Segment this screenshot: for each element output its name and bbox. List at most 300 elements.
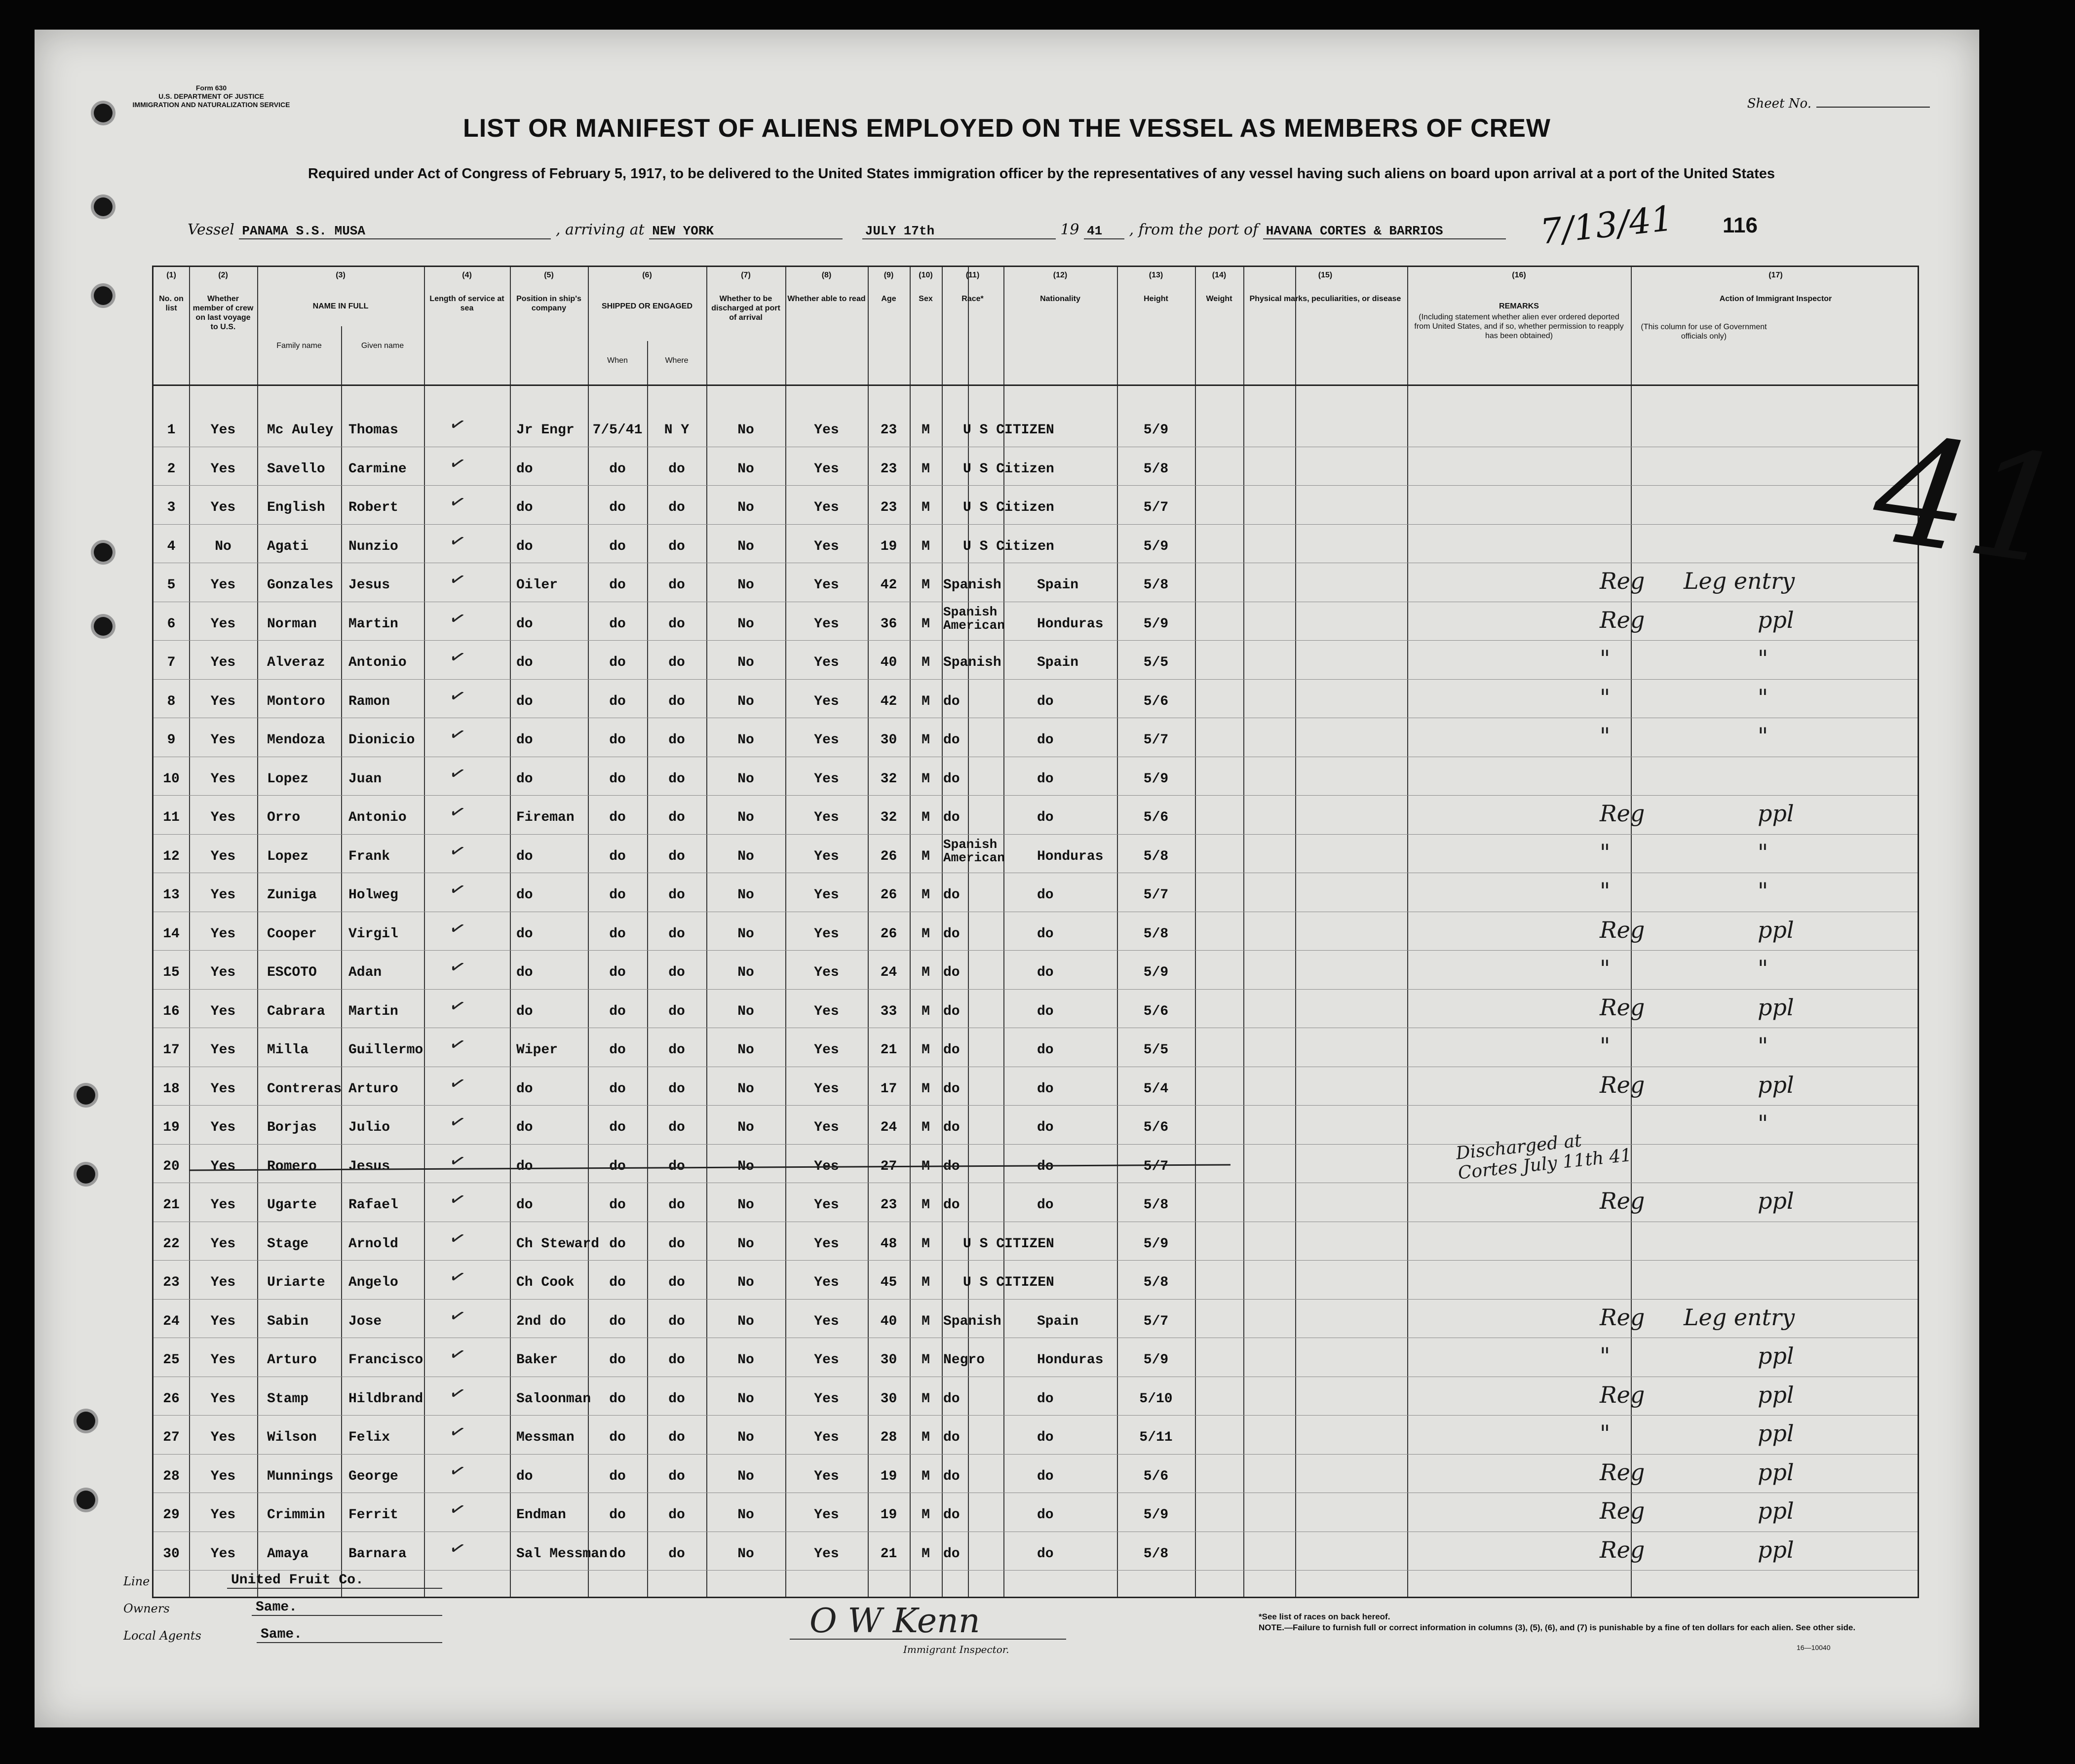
family-name-header: Family name bbox=[276, 342, 322, 350]
cell-height: 5/6 bbox=[1143, 1003, 1169, 1019]
cell-family: Cabrara bbox=[267, 1003, 325, 1019]
cell-height: 5/8 bbox=[1143, 577, 1169, 593]
cell-last: Yes bbox=[210, 577, 236, 593]
cell-no: 4 bbox=[167, 538, 176, 554]
remark-handwritten: Reg bbox=[1600, 1497, 1645, 1524]
cell-given: Virgil bbox=[348, 926, 398, 942]
cell-no: 27 bbox=[163, 1430, 180, 1445]
page-title: LIST OR MANIFEST OF ALIENS EMPLOYED ON THE VESSEL AS MEMBERS OF CREW bbox=[463, 114, 1551, 143]
cell-given: Jesus bbox=[348, 1158, 390, 1174]
form-identifier bbox=[122, 84, 300, 109]
footer bbox=[123, 1574, 1900, 1698]
when-header: When bbox=[607, 356, 628, 365]
departure-port: HAVANA CORTES & BARRIOS bbox=[1263, 224, 1506, 239]
cell-where: do bbox=[668, 1391, 685, 1407]
cell-nat: do bbox=[1037, 1507, 1054, 1523]
cell-position: do bbox=[516, 848, 533, 864]
cell-last: Yes bbox=[210, 1275, 236, 1290]
where-header: Where bbox=[665, 356, 689, 365]
cell-family: Crimmin bbox=[267, 1507, 325, 1523]
footnote bbox=[1259, 1611, 1885, 1633]
cell-last: Yes bbox=[210, 1507, 236, 1523]
column-header: NAME IN FULL bbox=[312, 302, 369, 310]
cell-given: Barnara bbox=[348, 1546, 407, 1562]
cell-age: 28 bbox=[880, 1430, 897, 1445]
remark-handwritten: " bbox=[1600, 645, 1611, 672]
year-prefix: 19 bbox=[1060, 221, 1079, 238]
cell-race: U S Citizen bbox=[963, 461, 1054, 477]
cell-when: do bbox=[609, 616, 626, 632]
cell-when: do bbox=[609, 771, 626, 787]
cell-no: 3 bbox=[167, 500, 176, 515]
cell-age: 30 bbox=[880, 1391, 897, 1407]
cell-age: 36 bbox=[880, 616, 897, 632]
cell-no: 28 bbox=[163, 1468, 180, 1484]
cell-race: U S CITIZEN bbox=[963, 1275, 1054, 1290]
cell-read: Yes bbox=[814, 1042, 839, 1058]
check-mark-icon: ✓ bbox=[446, 644, 468, 670]
cell-nat: Spain bbox=[1037, 1313, 1079, 1329]
cell-height: 5/6 bbox=[1143, 693, 1169, 709]
cell-race: U S CITIZEN bbox=[963, 1236, 1054, 1252]
cell-age: 40 bbox=[880, 655, 897, 670]
vessel-label: Vessel bbox=[188, 221, 234, 238]
cell-position: do bbox=[516, 461, 533, 477]
cell-nat: do bbox=[1037, 771, 1054, 787]
cell-when: do bbox=[609, 1003, 626, 1019]
check-mark-icon: ✓ bbox=[446, 1264, 468, 1290]
check-mark-icon: ✓ bbox=[446, 799, 468, 825]
cell-race: do bbox=[943, 1546, 960, 1562]
cell-family: English bbox=[267, 500, 325, 515]
cell-race: do bbox=[943, 1042, 960, 1058]
cell-age: 42 bbox=[880, 577, 897, 593]
agents-value: Same. bbox=[257, 1627, 442, 1643]
cell-last: Yes bbox=[210, 771, 236, 787]
cell-sex: M bbox=[922, 1003, 930, 1019]
column-header: Position in ship's company bbox=[516, 295, 581, 312]
cell-position: do bbox=[516, 655, 533, 670]
cell-race: do bbox=[943, 693, 960, 709]
cell-family: Lopez bbox=[267, 771, 309, 787]
column-header: Sex bbox=[919, 295, 933, 303]
cell-when: do bbox=[609, 577, 626, 593]
cell-where: do bbox=[668, 1468, 685, 1484]
cell-sex: M bbox=[922, 1546, 930, 1562]
cell-when: do bbox=[609, 1352, 626, 1368]
footnote-races: *See list of races on back hereof. bbox=[1259, 1612, 1390, 1621]
agents-label: Local Agents bbox=[123, 1629, 201, 1643]
cell-where: do bbox=[668, 1158, 685, 1174]
cell-position: do bbox=[516, 1158, 533, 1174]
cell-where: do bbox=[668, 1081, 685, 1097]
cell-nat: Spain bbox=[1037, 577, 1079, 593]
column-number: (1) bbox=[166, 271, 176, 279]
remark-handwritten: Reg bbox=[1600, 1071, 1645, 1098]
cell-where: do bbox=[668, 926, 685, 942]
cell-age: 40 bbox=[880, 1313, 897, 1329]
cell-no: 8 bbox=[167, 693, 176, 709]
column-number: (2) bbox=[218, 271, 228, 279]
cell-age: 23 bbox=[880, 1197, 897, 1213]
cell-height: 5/6 bbox=[1143, 1468, 1169, 1484]
cell-when: do bbox=[609, 848, 626, 864]
arrival-port: NEW YORK bbox=[649, 224, 843, 239]
cell-position: Messman bbox=[516, 1430, 575, 1445]
cell-age: 19 bbox=[880, 1507, 897, 1523]
cell-sex: M bbox=[922, 616, 930, 632]
cell-disch: No bbox=[737, 1352, 754, 1368]
cell-no: 9 bbox=[167, 732, 176, 748]
column-number: (6) bbox=[642, 271, 652, 279]
cell-disch: No bbox=[737, 655, 754, 670]
cell-race: do bbox=[943, 732, 960, 748]
cell-age: 24 bbox=[880, 1120, 897, 1135]
cell-where: do bbox=[668, 1507, 685, 1523]
cell-nat: do bbox=[1037, 732, 1054, 748]
cell-when: do bbox=[609, 810, 626, 825]
cell-last: Yes bbox=[210, 1313, 236, 1329]
cell-age: 21 bbox=[880, 1042, 897, 1058]
column-number: (16) bbox=[1512, 271, 1526, 279]
check-mark-icon: ✓ bbox=[446, 1457, 468, 1484]
cell-height: 5/8 bbox=[1143, 1275, 1169, 1290]
cell-disch: No bbox=[737, 1081, 754, 1097]
remark-handwritten: " bbox=[1600, 1420, 1611, 1447]
cell-read: Yes bbox=[814, 1546, 839, 1562]
cell-read: Yes bbox=[814, 1391, 839, 1407]
cell-last: Yes bbox=[210, 693, 236, 709]
action-handwritten: Leg entry bbox=[1684, 568, 1795, 594]
cell-given: Antonio bbox=[348, 810, 407, 825]
cell-read: Yes bbox=[814, 926, 839, 942]
from-label: , from the port of bbox=[1129, 221, 1259, 238]
action-handwritten: ppl bbox=[1758, 1188, 1794, 1214]
cell-height: 5/4 bbox=[1143, 1081, 1169, 1097]
cell-given: Arturo bbox=[348, 1081, 398, 1097]
cell-age: 26 bbox=[880, 887, 897, 903]
action-handwritten: ppl bbox=[1758, 606, 1794, 633]
cell-given: Francisco bbox=[348, 1352, 423, 1368]
cell-position: Fireman bbox=[516, 810, 575, 825]
cell-given: Felix bbox=[348, 1430, 390, 1445]
action-handwritten: ppl bbox=[1758, 916, 1794, 943]
cell-sex: M bbox=[922, 1158, 930, 1174]
cell-given: Robert bbox=[348, 500, 398, 515]
cell-height: 5/9 bbox=[1143, 422, 1169, 438]
cell-nat: do bbox=[1037, 693, 1054, 709]
arriving-label: , arriving at bbox=[555, 221, 645, 238]
cell-disch: No bbox=[737, 577, 754, 593]
cell-last: Yes bbox=[210, 1197, 236, 1213]
remark-handwritten: " bbox=[1600, 878, 1611, 904]
cell-when: do bbox=[609, 461, 626, 477]
cell-height: 5/9 bbox=[1143, 538, 1169, 554]
cell-position: Saloonman bbox=[516, 1391, 591, 1407]
column-number: (10) bbox=[919, 271, 933, 279]
cell-disch: No bbox=[737, 1275, 754, 1290]
cell-age: 17 bbox=[880, 1081, 897, 1097]
cell-sex: M bbox=[922, 655, 930, 670]
cell-when: do bbox=[609, 538, 626, 554]
column-number: (9) bbox=[884, 271, 894, 279]
form-number: Form 630 bbox=[195, 84, 227, 92]
cell-height: 5/7 bbox=[1143, 732, 1169, 748]
cell-sex: M bbox=[922, 422, 930, 438]
check-mark-icon: ✓ bbox=[446, 722, 468, 747]
cell-no: 1 bbox=[167, 422, 176, 438]
cell-where: do bbox=[668, 693, 685, 709]
cell-family: Romero bbox=[267, 1158, 317, 1174]
cell-no: 15 bbox=[163, 965, 180, 980]
cell-age: 19 bbox=[880, 1468, 897, 1484]
action-handwritten: " bbox=[1758, 1033, 1768, 1059]
cell-read: Yes bbox=[814, 1430, 839, 1445]
cell-when: do bbox=[609, 1236, 626, 1252]
check-mark-icon: ✓ bbox=[446, 1070, 468, 1096]
cell-read: Yes bbox=[814, 538, 839, 554]
action-handwritten: " bbox=[1758, 878, 1768, 904]
cell-when: do bbox=[609, 1081, 626, 1097]
check-mark-icon: ✓ bbox=[446, 489, 468, 515]
cell-given: Rafael bbox=[348, 1197, 398, 1213]
cell-age: 26 bbox=[880, 848, 897, 864]
cell-given: Jesus bbox=[348, 577, 390, 593]
cell-position: Oiler bbox=[516, 577, 558, 593]
cell-race: U S Citizen bbox=[963, 500, 1054, 515]
cell-race: Spanish bbox=[943, 1313, 1001, 1329]
cell-last: Yes bbox=[210, 1158, 236, 1174]
cell-nat: do bbox=[1037, 965, 1054, 980]
cell-when: do bbox=[609, 1507, 626, 1523]
cell-last: Yes bbox=[210, 1430, 236, 1445]
cell-read: Yes bbox=[814, 810, 839, 825]
cell-no: 20 bbox=[163, 1158, 180, 1174]
cell-sex: M bbox=[922, 771, 930, 787]
line-label: Line bbox=[123, 1574, 150, 1588]
cell-family: Contreras bbox=[267, 1081, 342, 1097]
cell-height: 5/7 bbox=[1143, 1158, 1169, 1174]
cell-position: do bbox=[516, 1120, 533, 1135]
cell-height: 5/8 bbox=[1143, 1546, 1169, 1562]
cell-sex: M bbox=[922, 810, 930, 825]
inspector-signature: O W Kenn bbox=[809, 1602, 980, 1641]
cell-read: Yes bbox=[814, 1352, 839, 1368]
cell-sex: M bbox=[922, 538, 930, 554]
action-handwritten: " bbox=[1758, 1110, 1768, 1137]
cell-height: 5/9 bbox=[1143, 616, 1169, 632]
cell-read: Yes bbox=[814, 1313, 839, 1329]
cell-disch: No bbox=[737, 500, 754, 515]
cell-no: 23 bbox=[163, 1275, 180, 1290]
check-mark-icon: ✓ bbox=[446, 1419, 468, 1445]
cell-disch: No bbox=[737, 1120, 754, 1135]
manifest-sheet bbox=[35, 30, 2075, 1727]
cell-read: Yes bbox=[814, 887, 839, 903]
cell-age: 23 bbox=[880, 500, 897, 515]
cell-where: N Y bbox=[664, 422, 690, 438]
cell-no: 25 bbox=[163, 1352, 180, 1368]
remarks-note: (Including statement whether alien ever ordered deported from United States, and if so, whether permission to reapply has been obtained) bbox=[1414, 313, 1624, 340]
cell-height: 5/9 bbox=[1143, 1507, 1169, 1523]
cell-last: Yes bbox=[210, 926, 236, 942]
cell-race: U S Citizen bbox=[963, 538, 1054, 554]
punch-hole bbox=[94, 543, 113, 562]
cell-position: do bbox=[516, 965, 533, 980]
cell-family: Munnings bbox=[267, 1468, 334, 1484]
cell-last: Yes bbox=[210, 616, 236, 632]
cell-height: 5/6 bbox=[1143, 1120, 1169, 1135]
column-header: No. on list bbox=[159, 295, 184, 312]
sheet-number-label: Sheet No. bbox=[1747, 96, 1811, 111]
cell-where: do bbox=[668, 461, 685, 477]
cell-position: do bbox=[516, 771, 533, 787]
footnote-note: NOTE.—Failure to furnish full or correct information in columns (3), (5), (6), and (7) is punishable by a fine of ten dollars for each alien. See other side. bbox=[1259, 1623, 1856, 1632]
cell-position: do bbox=[516, 500, 533, 515]
cell-last: Yes bbox=[210, 810, 236, 825]
cell-when: do bbox=[609, 1313, 626, 1329]
cell-position: Jr Engr bbox=[516, 422, 575, 438]
cell-read: Yes bbox=[814, 965, 839, 980]
cell-age: 33 bbox=[880, 1003, 897, 1019]
cell-where: do bbox=[668, 1275, 685, 1290]
cell-where: do bbox=[668, 887, 685, 903]
cell-when: do bbox=[609, 500, 626, 515]
cell-height: 5/9 bbox=[1143, 1352, 1169, 1368]
check-mark-icon: ✓ bbox=[446, 605, 468, 631]
cell-sex: M bbox=[922, 1197, 930, 1213]
cell-race: do bbox=[943, 1391, 960, 1407]
cell-last: Yes bbox=[210, 732, 236, 748]
cell-sex: M bbox=[922, 500, 930, 515]
punch-hole bbox=[77, 1086, 95, 1105]
agency-subname: IMMIGRATION AND NATURALIZATION SERVICE bbox=[132, 101, 290, 109]
owners-label: Owners bbox=[123, 1602, 170, 1615]
column-number: (8) bbox=[821, 271, 832, 279]
cell-where: do bbox=[668, 1197, 685, 1213]
cell-sex: M bbox=[922, 1391, 930, 1407]
column-header: Whether able to read bbox=[787, 295, 866, 303]
cell-where: do bbox=[668, 538, 685, 554]
cell-last: Yes bbox=[210, 965, 236, 980]
cell-age: 23 bbox=[880, 422, 897, 438]
column-header: Height bbox=[1144, 295, 1168, 303]
cell-disch: No bbox=[737, 848, 754, 864]
remark-handwritten: Reg bbox=[1600, 1304, 1645, 1331]
cell-no: 2 bbox=[167, 461, 176, 477]
column-header: REMARKS bbox=[1499, 302, 1539, 310]
cell-disch: No bbox=[737, 1430, 754, 1445]
cell-read: Yes bbox=[814, 1468, 839, 1484]
cell-height: 5/9 bbox=[1143, 771, 1169, 787]
remark-handwritten: " bbox=[1600, 723, 1611, 749]
cell-read: Yes bbox=[814, 848, 839, 864]
cell-no: 29 bbox=[163, 1507, 180, 1523]
punch-hole bbox=[94, 617, 113, 636]
cell-read: Yes bbox=[814, 500, 839, 515]
cell-race: do bbox=[943, 926, 960, 942]
cell-family: Lopez bbox=[267, 848, 309, 864]
cell-age: 32 bbox=[880, 810, 897, 825]
cell-given: Adan bbox=[348, 965, 382, 980]
cell-family: Borjas bbox=[267, 1120, 317, 1135]
check-mark-icon: ✓ bbox=[446, 1496, 468, 1522]
cell-where: do bbox=[668, 1430, 685, 1445]
cell-no: 5 bbox=[167, 577, 176, 593]
cell-disch: No bbox=[737, 1236, 754, 1252]
cell-given: Juan bbox=[348, 771, 382, 787]
cell-nat: do bbox=[1037, 1391, 1054, 1407]
cell-sex: M bbox=[922, 1352, 930, 1368]
cell-no: 18 bbox=[163, 1081, 180, 1097]
cell-nat: do bbox=[1037, 1197, 1054, 1213]
cell-disch: No bbox=[737, 461, 754, 477]
cell-read: Yes bbox=[814, 732, 839, 748]
check-mark-icon: ✓ bbox=[446, 683, 468, 709]
check-mark-icon: ✓ bbox=[446, 993, 468, 1019]
cell-when: do bbox=[609, 887, 626, 903]
cell-nat: do bbox=[1037, 887, 1054, 903]
cell-position: Wiper bbox=[516, 1042, 558, 1058]
check-mark-icon: ✓ bbox=[446, 1148, 468, 1174]
cell-no: 19 bbox=[163, 1120, 180, 1135]
cell-position: do bbox=[516, 926, 533, 942]
action-handwritten: " bbox=[1758, 645, 1768, 672]
check-mark-icon: ✓ bbox=[446, 1535, 468, 1561]
cell-when: do bbox=[609, 1468, 626, 1484]
cell-disch: No bbox=[737, 771, 754, 787]
remark-handwritten: Reg bbox=[1600, 800, 1645, 827]
column-number: (4) bbox=[462, 271, 472, 279]
action-handwritten: ppl bbox=[1758, 800, 1794, 827]
cell-sex: M bbox=[922, 1430, 930, 1445]
cell-family: Agati bbox=[267, 538, 309, 554]
cell-height: 5/8 bbox=[1143, 848, 1169, 864]
cell-sex: M bbox=[922, 1120, 930, 1135]
action-note: (This column for use of Government officials only) bbox=[1641, 323, 1767, 341]
cell-where: do bbox=[668, 810, 685, 825]
cell-family: Sabin bbox=[267, 1313, 309, 1329]
cell-position: Sal Messman bbox=[516, 1546, 608, 1562]
cell-position: Endman bbox=[516, 1507, 566, 1523]
cell-given: Carmine bbox=[348, 461, 407, 477]
cell-family: Mc Auley bbox=[267, 422, 334, 438]
cell-last: Yes bbox=[210, 1352, 236, 1368]
cell-family: Stage bbox=[267, 1236, 309, 1252]
cell-no: 26 bbox=[163, 1391, 180, 1407]
cell-when: do bbox=[609, 965, 626, 980]
cell-family: Gonzales bbox=[267, 577, 334, 593]
check-mark-icon: ✓ bbox=[446, 1109, 468, 1135]
cell-sex: M bbox=[922, 1468, 930, 1484]
column-header: Whether to be discharged at port of arrival bbox=[711, 295, 780, 322]
cell-height: 5/10 bbox=[1139, 1391, 1173, 1407]
cell-given: Thomas bbox=[348, 422, 398, 438]
cell-age: 24 bbox=[880, 965, 897, 980]
cell-race: do bbox=[943, 887, 960, 903]
cell-where: do bbox=[668, 1313, 685, 1329]
cell-age: 27 bbox=[880, 1158, 897, 1174]
agency-name: U.S. DEPARTMENT OF JUSTICE bbox=[158, 92, 264, 100]
cell-sex: M bbox=[922, 1275, 930, 1290]
cell-no: 12 bbox=[163, 848, 180, 864]
cell-no: 10 bbox=[163, 771, 180, 787]
cell-position: do bbox=[516, 693, 533, 709]
cell-read: Yes bbox=[814, 1120, 839, 1135]
cell-height: 5/8 bbox=[1143, 461, 1169, 477]
cell-last: Yes bbox=[210, 500, 236, 515]
column-number: (14) bbox=[1212, 271, 1227, 279]
